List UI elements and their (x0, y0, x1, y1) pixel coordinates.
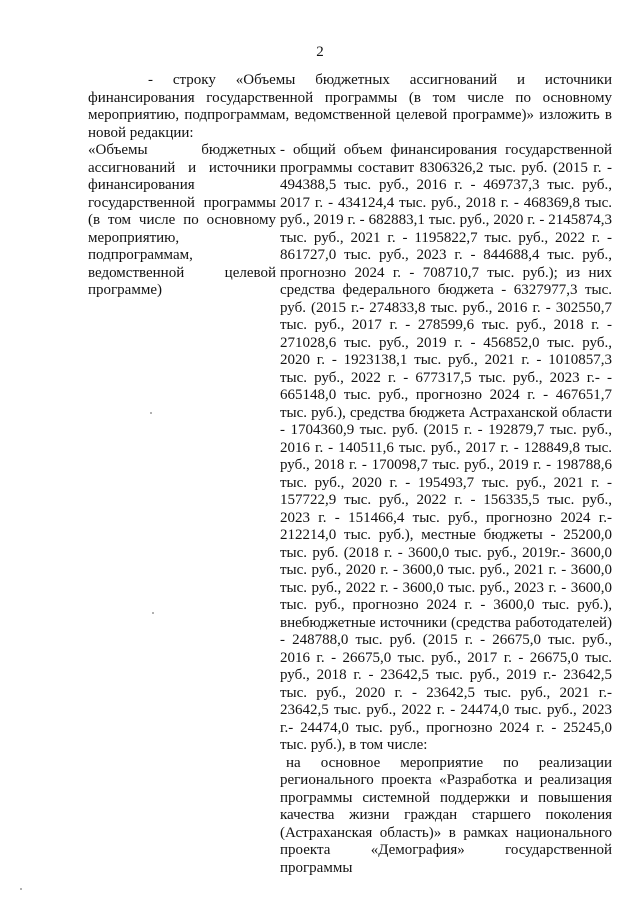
scan-speck (150, 412, 152, 414)
scan-speck (152, 612, 154, 614)
financing-paragraph: - общий объем финансирования государственной программы составит 8306326,2 тыс. руб. (2015 г. - 494388,5 тыс. руб., 2016 г. - 469737,3 тыс. руб., 2017 г. - 434124,4 тыс. руб., 2018 г. - 468369,8 тыс. руб., 2019 г. - 682883,1 тыс. руб., 2020 г. - 2145874,3 тыс. руб., 2021 г. - 1195822,7 тыс. руб., 2022 г. - 861727,0 тыс. руб., 2023 г. - 844688,4 тыс. руб., прогнозно 2024 г. - 708710,7 тыс. руб.); из них средства федерального бюджета - 6327977,3 тыс. руб. (2015 г.- 274833,8 тыс. руб., 2016 г. - 302550,7 тыс. руб., 2017 г. - 278599,6 тыс. руб., 2018 г. - 271028,6 тыс. руб., 2019 г. - 456852,0 тыс. руб., 2020 г. - 1923138,1 тыс. руб., 2021 г. - 1010857,3 тыс. руб., 2022 г. - 677317,5 тыс. руб., 2023 г.- - 665148,0 тыс. руб., прогнозно 2024 г. - 467651,7 тыс. руб.), средства бюджета Астраханской области - 1704360,9 тыс. руб. (2015 г. - 192879,7 тыс. руб., 2016 г. - 140511,6 тыс. руб., 2017 г. - 128849,8 тыс. руб., 2018 г. - 170098,7 тыс. руб., 2019 г. - 198788,6 тыс. руб., 2020 г. - 195493,7 тыс. руб., 2021 г. - 157722,9 тыс. руб., 2022 г. - 156335,5 тыс. руб., 2023 г. - 151466,4 тыс. руб., прогнозно 2024 г.- 212214,0 тыс. руб.), местные бюджеты - 25200,0 тыс. руб. (2018 г. - 3600,0 тыс. руб., 2019г.- 3600,0 тыс. руб., 2020 г. - 3600,0 тыс. руб., 2021 г. - 3600,0 тыс. руб., 2022 г. - 3600,0 тыс. руб., 2023 г. - 3600,0 тыс. руб., прогнозно 2024 г. - 3600,0 тыс. руб.), внебюджетные источники (средства работодателей) - 248788,0 тыс. руб. (2015 г. - 26675,0 тыс. руб., 2016 г. - 26675,0 тыс. руб., 2017 г. - 26675,0 тыс. руб., 2018 г. - 23642,5 тыс. руб., 2019 г.- 23642,5 тыс. руб., 2020 г. - 23642,5 тыс. руб., 2021 г.- 23642,5 тыс. руб., 2022 г. - 24474,0 тыс. руб., 2023 г.- 24474,0 тыс. руб., прогнозно 2024 г. - 25245,0 тыс. руб.), в том числе: (280, 142, 612, 753)
table-left-cell: «Объемы бюджетных ассигнований и источники финансирования государственной программы (в том числе по основному мероприятию, подпрограммам, ведомственной целевой программе) (88, 142, 276, 298)
page-number: 2 (316, 44, 324, 60)
scan-speck (20, 888, 22, 890)
intro-paragraph: - строку «Объемы бюджетных ассигнований и источники финансирования государственной программы (в том числе по основному мероприятию, подпрограммам, ведомственной целевой программе)» изложить в новой редакции: (88, 72, 612, 141)
main-activity-paragraph: на основное мероприятие по реализации регионального проекта «Разработка и реализация программы системной поддержки и повышения качества жизни граждан старшего поколения (Астраханская область)» в рамках национального проекта «Демография» государственной программы (280, 754, 612, 876)
table-right-cell (280, 142, 612, 877)
